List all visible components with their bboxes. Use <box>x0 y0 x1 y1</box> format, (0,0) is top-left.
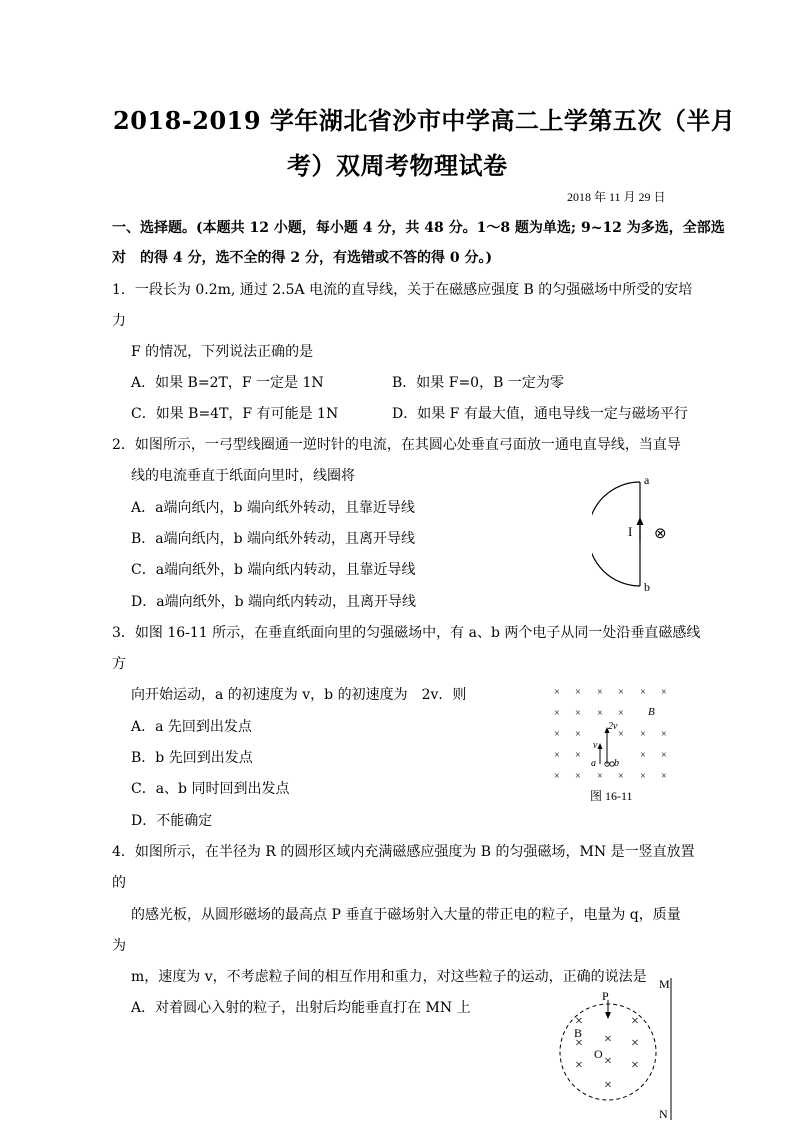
current-label-i: I <box>628 524 633 539</box>
field-cross: × <box>597 687 603 698</box>
plate-label-n: N <box>659 1107 668 1120</box>
field-cross: × <box>661 729 667 740</box>
velocity-label-2v: 2v <box>608 721 618 732</box>
q3-stem-line-1: 3．如图 16-11 所示，在垂直纸面向里的匀强磁场中，有 a、b 两个电子从同一处沿垂直磁感线 <box>112 625 701 641</box>
page-title-line-2: 考）双周考物理试卷 <box>287 151 508 180</box>
q4-stem-line-3: 的感光板，从圆形磁场的最高点 P 垂直于磁场射入大量的带正电的粒子，电量为 q，质量 <box>131 907 681 923</box>
field-cross: × <box>640 729 646 740</box>
field-cross: × <box>597 708 603 719</box>
field-cross: × <box>661 771 667 782</box>
field-cross: × <box>604 1078 612 1093</box>
q2-option-d: D．a端向纸外，b 端向纸内转动，且离开导线 <box>131 594 416 610</box>
field-cross: × <box>575 1036 583 1051</box>
q4-stem-line-2: 的 <box>112 875 126 891</box>
center-label-o: O <box>594 1047 603 1061</box>
q3-option-c: C．a、b 同时回到出发点 <box>131 781 290 797</box>
field-cross: × <box>554 729 560 740</box>
field-cross: × <box>618 708 624 719</box>
field-cross: × <box>618 729 624 740</box>
q4-stem-line-1: 4．如图所示，在半径为 R 的圆形区域内充满磁感应强度为 B 的匀强磁场，MN 是一竖直放置 <box>112 844 695 860</box>
field-cross: × <box>631 1036 639 1051</box>
q4-stem-line-4: 为 <box>112 938 126 954</box>
q3-field-figure <box>545 682 680 807</box>
q3-option-d: D．不能确定 <box>131 813 213 829</box>
field-cross: × <box>604 1054 612 1069</box>
q2-option-c: C．a端向纸外，b 端向纸内转动，且靠近导线 <box>131 562 416 578</box>
point-label-p: P <box>602 989 609 1003</box>
incident-particle-arrowhead <box>605 1012 611 1019</box>
page-title-line-1: 2018-2019 学年湖北省沙市中学高二上学第五次（半月 <box>113 106 736 135</box>
field-cross: × <box>575 1058 583 1073</box>
figure-caption: 图 16-11 <box>590 789 633 803</box>
electron-label-a: a <box>591 758 596 769</box>
coil-label-b: b <box>644 580 650 594</box>
field-cross: × <box>575 687 581 698</box>
q3-option-a: A．a 先回到出发点 <box>131 719 252 735</box>
exam-date: 2018 年 11 月 29 日 <box>567 190 666 204</box>
field-cross: × <box>575 750 581 761</box>
field-cross: × <box>640 750 646 761</box>
section-heading-line-1: 一、选择题。(本题共 12 小题，每小题 4 分，共 48 分。1～8 题为单选; 9~12 为多选，全部选 <box>112 220 725 236</box>
q4-field-figure <box>552 972 687 1120</box>
q3-stem-line-2: 方 <box>112 656 126 672</box>
field-label-b: B <box>574 1026 583 1040</box>
field-cross: × <box>597 771 603 782</box>
field-cross: × <box>661 750 667 761</box>
electron-label-b: b <box>614 758 619 769</box>
field-label-b: B <box>648 706 655 718</box>
q1-option-d: D．如果 F 有最大值，通电导线一定与磁场平行 <box>392 406 688 422</box>
section-heading-line-2: 对 的得 4 分，选不全的得 2 分，有选错或不答的得 0 分。) <box>112 250 493 266</box>
field-cross: × <box>640 771 646 782</box>
circular-field-crosses <box>575 1014 639 1093</box>
field-cross: × <box>631 1014 639 1029</box>
field-cross: × <box>575 729 581 740</box>
q2-coil-figure <box>592 472 682 600</box>
q4-stem-line-5: m，速度为 v，不考虑粒子间的相互作用和重力，对这些粒子的运动，正确的说法是 <box>131 969 647 985</box>
field-cross: × <box>618 771 624 782</box>
q1-option-a: A．如果 B=2T，F 一定是 1N <box>131 375 324 391</box>
field-cross: × <box>554 708 560 719</box>
q2-option-b: B．a端向纸内，b 端向纸外转动，且离开导线 <box>131 531 416 547</box>
velocity-v-arrowhead <box>598 743 603 749</box>
coil-label-a: a <box>644 473 650 487</box>
q1-option-c: C．如果 B=4T，F 有可能是 1N <box>131 406 339 422</box>
field-cross: × <box>575 1014 583 1029</box>
q3-stem-line-3: 向开始运动，a 的初速度为 v，b 的初速度为 2v．则 <box>131 687 467 703</box>
q1-stem-line-1: 1．一段长为 0.2m, 通过 2.5A 电流的直导线，关于在磁感应强度 B 的匀强磁场中所受的安培 <box>112 282 693 298</box>
field-cross: × <box>661 687 667 698</box>
field-cross: × <box>554 771 560 782</box>
velocity-label-v: v <box>593 740 598 751</box>
wire-into-page-symbol: ⊗ <box>654 526 667 542</box>
field-cross: × <box>640 687 646 698</box>
field-cross: × <box>575 708 581 719</box>
q2-stem-line-1: 2．如图所示，一弓型线圈通一逆时针的电流，在其圆心处垂直弓面放一通电直导线，当直导 <box>112 437 681 453</box>
q1-stem-line-3: F 的情况，下列说法正确的是 <box>131 344 314 360</box>
current-arrow-head <box>637 517 644 525</box>
q4-option-a: A．对着圆心入射的粒子，出射后均能垂直打在 MN 上 <box>131 1000 471 1016</box>
field-cross: × <box>575 771 581 782</box>
q2-option-a: A．a端向纸内，b 端向纸外转动，且靠近导线 <box>131 500 415 516</box>
q2-stem-line-2: 线的电流垂直于纸面向里时，线圈将 <box>131 468 355 484</box>
plate-label-m: M <box>659 977 670 991</box>
field-crosses <box>554 687 667 782</box>
q1-option-b: B．如果 F=0，B 一定为零 <box>392 375 564 391</box>
coil-arc <box>592 482 640 586</box>
q3-option-b: B．b 先回到出发点 <box>131 750 253 766</box>
field-cross: × <box>604 1032 612 1047</box>
q1-stem-line-2: 力 <box>112 313 126 329</box>
field-cross: × <box>554 687 560 698</box>
field-cross: × <box>631 1058 639 1073</box>
field-cross: × <box>554 750 560 761</box>
field-cross: × <box>618 687 624 698</box>
